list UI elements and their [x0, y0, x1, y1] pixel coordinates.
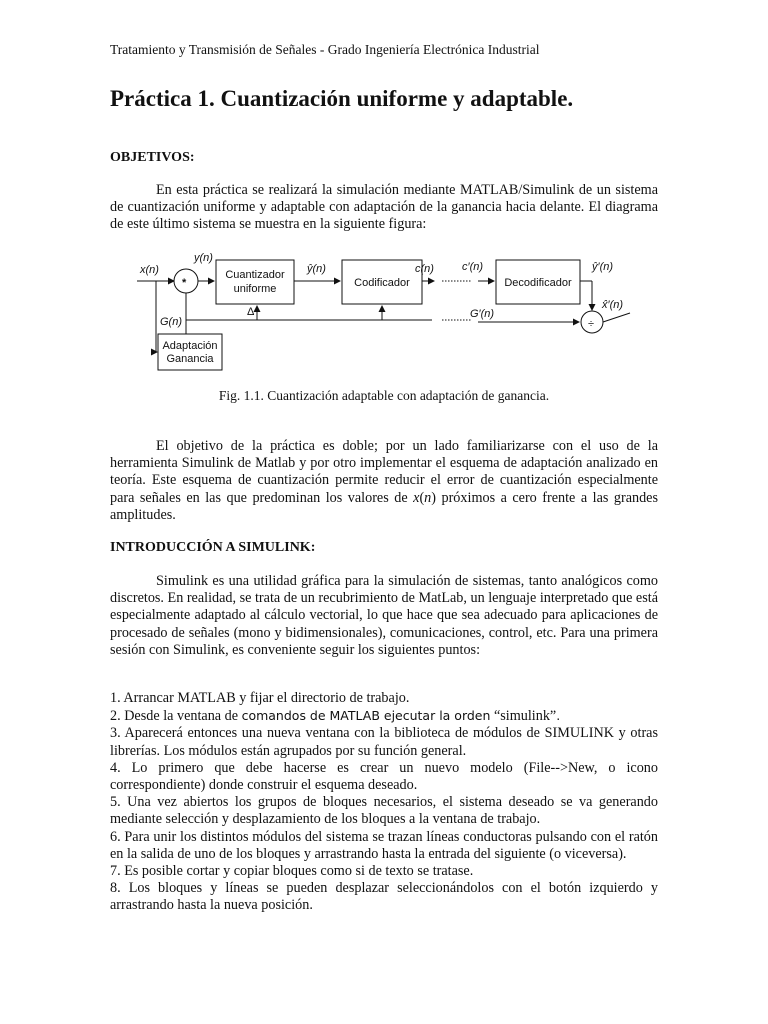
decoder-label: Decodificador: [504, 277, 572, 289]
simulink-heading: INTRODUCCIÓN A SIMULINK:: [110, 540, 316, 555]
objective-paragraph: [110, 438, 658, 524]
label-y-n: y(n): [194, 252, 213, 264]
objective-text-start: El objetivo de la práctica es doble; por un lado familiarizarse con el uso de la herramienta Simulink de Matlab y por otro implementar el esquema de adaptación analizado en teoría. Este esquema de cuantización permite reducir el error de cuantización especialmente para señales en las que predominan los valores de: [110, 438, 658, 506]
paren-close: ): [431, 489, 436, 506]
steps-list: [110, 690, 658, 915]
label-y-hat-prime: ŷ′(n): [592, 261, 614, 273]
label-delta: Δ: [247, 306, 255, 318]
figure-caption: Fig. 1.1. Cuantización adaptable con adaptación de ganancia.: [218, 388, 550, 403]
adaptive-quantizer-diagram: [132, 248, 652, 373]
label-g-n: G(n): [160, 316, 182, 328]
page-title: Práctica 1. Cuantización uniforme y adaptable.: [110, 86, 574, 111]
label-c-n: c(n): [415, 263, 434, 275]
objectives-intro: En esta práctica se realizará la simulación mediante MATLAB/Simulink de un sistema de cuantización uniforme y adaptable con adaptación de la ganancia hacia delante. El diagrama de este último sistema se muestra en la siguiente figura:: [110, 182, 658, 233]
label-c-prime: c′(n): [462, 261, 484, 273]
coder-label: Codificador: [354, 277, 410, 289]
label-y-hat: ŷ(n): [307, 263, 326, 275]
label-multiplier: *: [182, 277, 187, 289]
simulink-intro: Simulink es una utilidad gráfica para la simulación de sistemas, tanto analógicos como discretos. En realidad, se trata de un recubrimiento de MatLab, un lenguaje interpretado que está especialmente adaptado al cálculo vectorial, lo que hace que sea adecuado para aplicaciones de procesado de señales (mono y bidimensionales), comunicaciones, control, etc. Para una primera sesión con Simulink, es conveniente seguir los siguientes puntos:: [110, 573, 658, 658]
label-x-n: x(n): [140, 264, 159, 276]
step-6: 6. Para unir los distintos módulos del sistema se trazan líneas conductoras pulsando con el ratón en la salida de uno de los bloques y arrastrando hasta la entrada del siguiente (o viceversa).: [110, 828, 658, 862]
step-1: 1. Arrancar MATLAB y fijar el directorio de trabajo.: [110, 690, 410, 706]
step-7: 7. Es posible cortar y copiar bloques como si de texto se tratase.: [110, 863, 474, 880]
step-2: [110, 707, 658, 725]
step-3: 3. Aparecerá entonces una nueva ventana con la biblioteca de módulos de SIMULINK y otras librerías. Los módulos están agrupados por su función general.: [110, 725, 658, 759]
step-4: 4. Lo primero que debe hacerse es crear un nuevo modelo (File-->New, o icono correspondiente) donde construir el esquema deseado.: [110, 759, 658, 794]
objectives-heading: OBJETIVOS:: [110, 150, 195, 165]
label-g-prime: G′(n): [470, 308, 495, 320]
paren-open: (: [419, 489, 425, 506]
step-2-c: “simulink”: [490, 708, 557, 725]
step-2-b: comandos de MATLAB ejecutar la orden: [241, 708, 491, 724]
adapt-label-1: Adaptación: [162, 340, 218, 352]
quantizer-block: [216, 260, 294, 304]
step-2-a: 2. Desde la ventana de: [110, 708, 242, 725]
running-header: Tratamiento y Transmisión de Señales - Grado Ingeniería Electrónica Industrial: [110, 42, 540, 57]
label-x-hat-prime: x̂′(n): [602, 299, 624, 311]
objective-text-end: próximos a cero frente a las grandes amplitudes.: [110, 489, 658, 523]
quantizer-label-2: uniforme: [233, 283, 277, 295]
step-8: 8. Los bloques y líneas se pueden desplazar seleccionándolos con el botón izquierdo y arrastrando hasta la nueva posición.: [110, 880, 658, 914]
var-n: n: [424, 489, 432, 506]
line-x-hat-out: [603, 313, 630, 322]
var-x: x: [413, 489, 420, 506]
quantizer-label-1: Cuantizador: [225, 269, 285, 281]
step-5: 5. Una vez abiertos los grupos de bloques necesarios, el sistema deseado se va generando mediante selección y desplazamiento de los bloques a la ventana de trabajo.: [110, 794, 658, 828]
label-divider: ÷: [588, 318, 595, 330]
step-2-d: .: [556, 708, 561, 724]
adapt-label-2: Ganancia: [166, 353, 214, 365]
